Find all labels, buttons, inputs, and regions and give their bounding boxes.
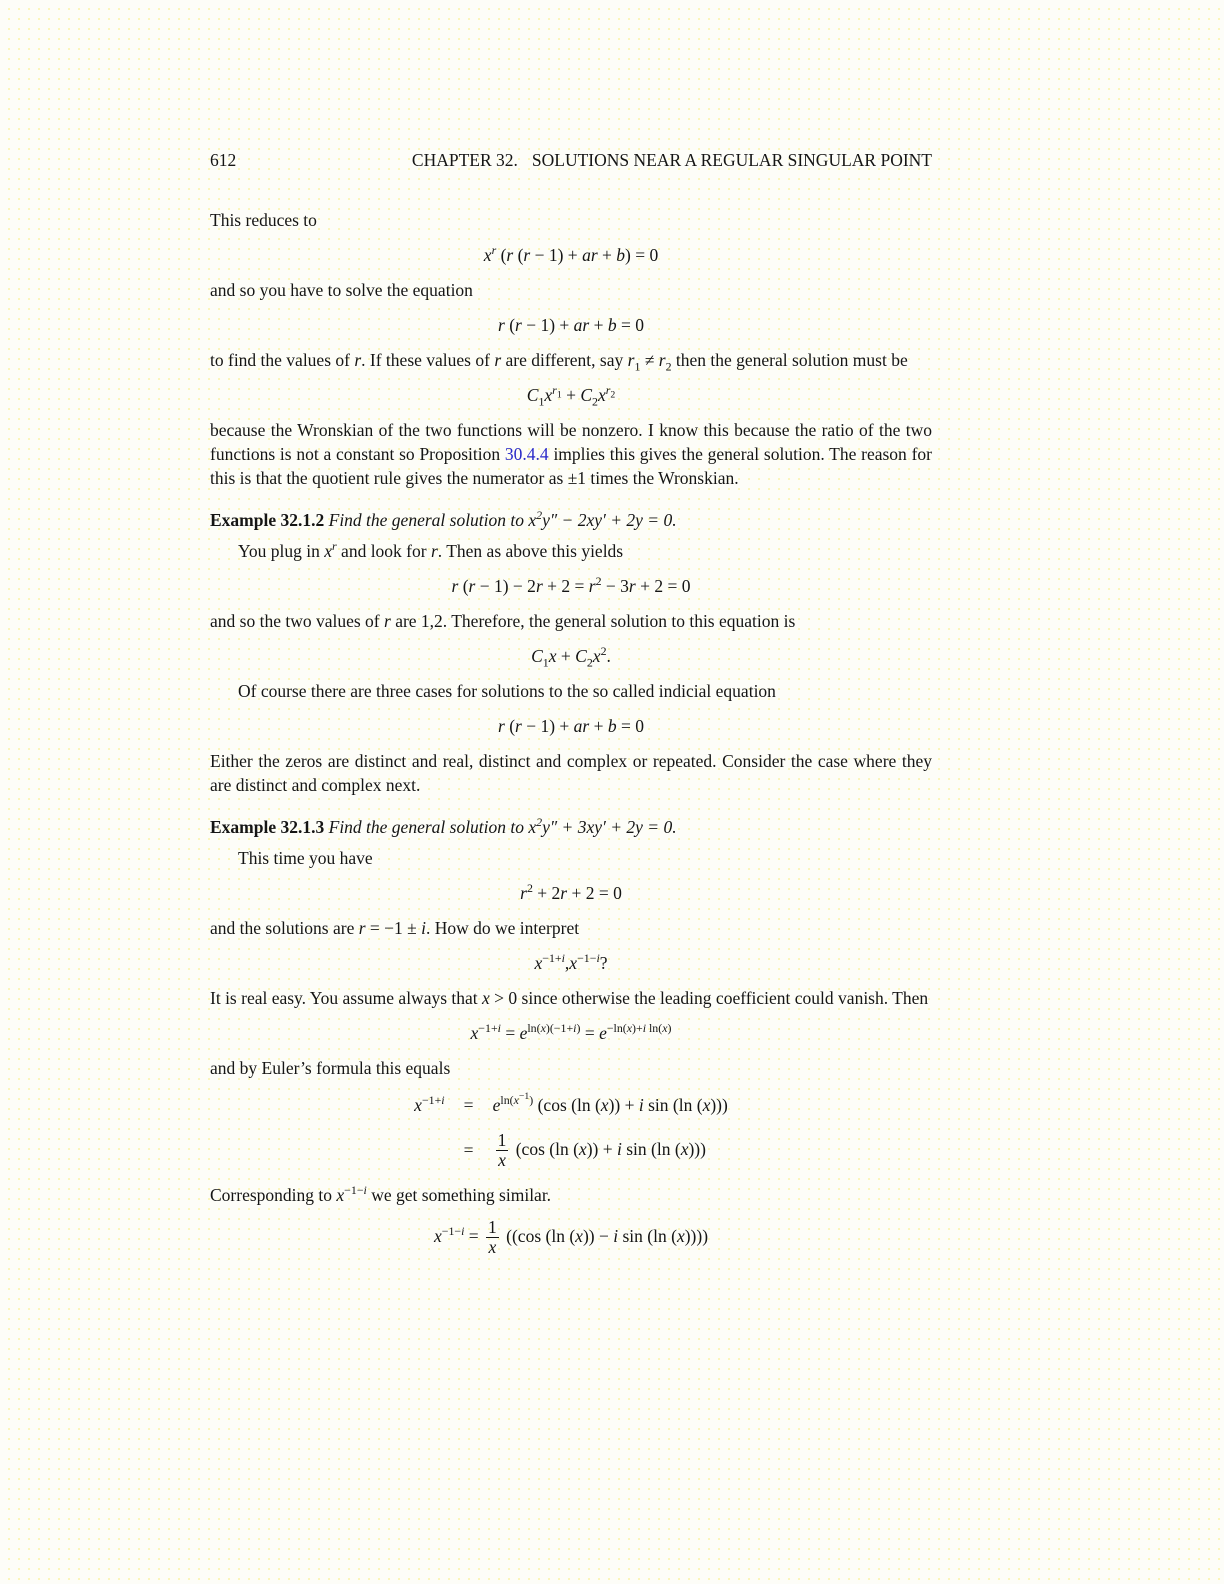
chapter-title: SOLUTIONS NEAR A REGULAR SINGULAR POINT — [531, 150, 932, 170]
paragraph: Corresponding to $x^{-1-i}$ we get something similar. — [210, 1182, 552, 1205]
paragraph: Either the zeros are distinct and real, distinct and complex or repeated. Consider the case where they are distinct and complex next. — [210, 751, 932, 795]
example-heading — [210, 508, 932, 532]
display-equation: $C_1x^{r_1} + C_2x^{r_2}$ — [526, 383, 616, 409]
document-body — [210, 208, 932, 1257]
paragraph: It is real easy. You assume always that x > 0 since otherwise the leading coefficient could vanish. Then — [210, 988, 929, 1008]
paragraph: to find the values of r. If these values of r are different, say $r_1 \ne r_2$ then the general solution must be — [210, 350, 908, 374]
page-number: 612 — [210, 150, 237, 170]
align-relation: = — [463, 1095, 474, 1115]
display-equation: $x^{-1+i},x^{-1-i}$? — [534, 951, 608, 973]
paragraph: and by Euler’s formula this equals — [210, 1058, 451, 1078]
example-heading — [210, 815, 932, 839]
paragraph: because the Wronskian of the two functions will be nonzero. I know this because the ratio of the two functions is not a constant so Proposition 30.4.4 implies this gives the general solution. The reason for this is that the quotient rule gives the numerator as ±1 times the Wronskian. — [210, 420, 932, 488]
paragraph: This reduces to — [210, 210, 317, 230]
align-relation: = — [463, 1140, 474, 1161]
chapter-label: CHAPTER 32. — [411, 150, 518, 170]
align-rhs: $e^{ln(x^{-1})}$ (cos (ln (x)) + i sin (ln (x))) — [492, 1091, 728, 1115]
display-equation: r (r − 1) + ar + b = 0 — [498, 716, 644, 736]
example-number: Example 32.1.2 — [210, 510, 325, 530]
align-lhs: $x^{-1+i}$ — [414, 1093, 445, 1115]
display-equation: $x^r$ (r (r − 1) + ar + b) = 0 — [483, 243, 659, 265]
paragraph: This time you have — [238, 848, 373, 868]
example-statement: Find the general solution to $x^2y'' - 2xy' + 2y = 0$. — [328, 508, 677, 530]
running-header — [210, 148, 932, 172]
example-number: Example 32.1.3 — [210, 817, 325, 837]
display-equation: r (r − 1) + ar + b = 0 — [498, 315, 644, 335]
paragraph: and so you have to solve the equation — [210, 280, 473, 300]
display-equation: $x^{-1+i} = e^{ln(x)(-1+i)} = e^{-ln(x)+i ln(x)}$ — [470, 1021, 672, 1043]
display-equation: r $(r - 1) - 2r + 2 = r^2 - 3r + 2 = 0$ — [451, 574, 691, 596]
paragraph: and so the two values of r are 1,2. Therefore, the general solution to this equation is — [210, 611, 796, 631]
paragraph: and the solutions are r = −1 ± i. How do we interpret — [210, 918, 580, 938]
display-equation: $C_1x + C_2x^2$. — [531, 644, 611, 670]
text-column — [210, 148, 932, 1268]
paragraph: Of course there are three cases for solutions to the so called indicial equation — [238, 681, 776, 701]
fraction-one-over-x: $\frac{1}{x}$ — [497, 1130, 507, 1170]
chapter-running-title — [398, 148, 932, 172]
proposition-ref-link[interactable]: 30.4.4 — [504, 444, 549, 464]
display-equation: $x^{-1-i}$ = $\frac{1}{x}$ ((cos (ln (x)) − i sin (ln (x)))) — [433, 1216, 709, 1257]
aligned-equations — [414, 1093, 728, 1170]
paragraph: You plug in $x^r$ and look for r. Then as above this yields — [238, 539, 624, 561]
display-equation: $r^2 + 2r + 2 = 0$ — [520, 881, 622, 903]
align-rhs: $\frac{1}{x}$ (cos (ln (x)) + i sin (ln (x))) — [497, 1130, 706, 1170]
example-statement: Find the general solution to $x^2y'' + 3xy' + 2y = 0$. — [328, 815, 677, 837]
fraction-one-over-x: $\frac{1}{x}$ — [488, 1216, 497, 1257]
